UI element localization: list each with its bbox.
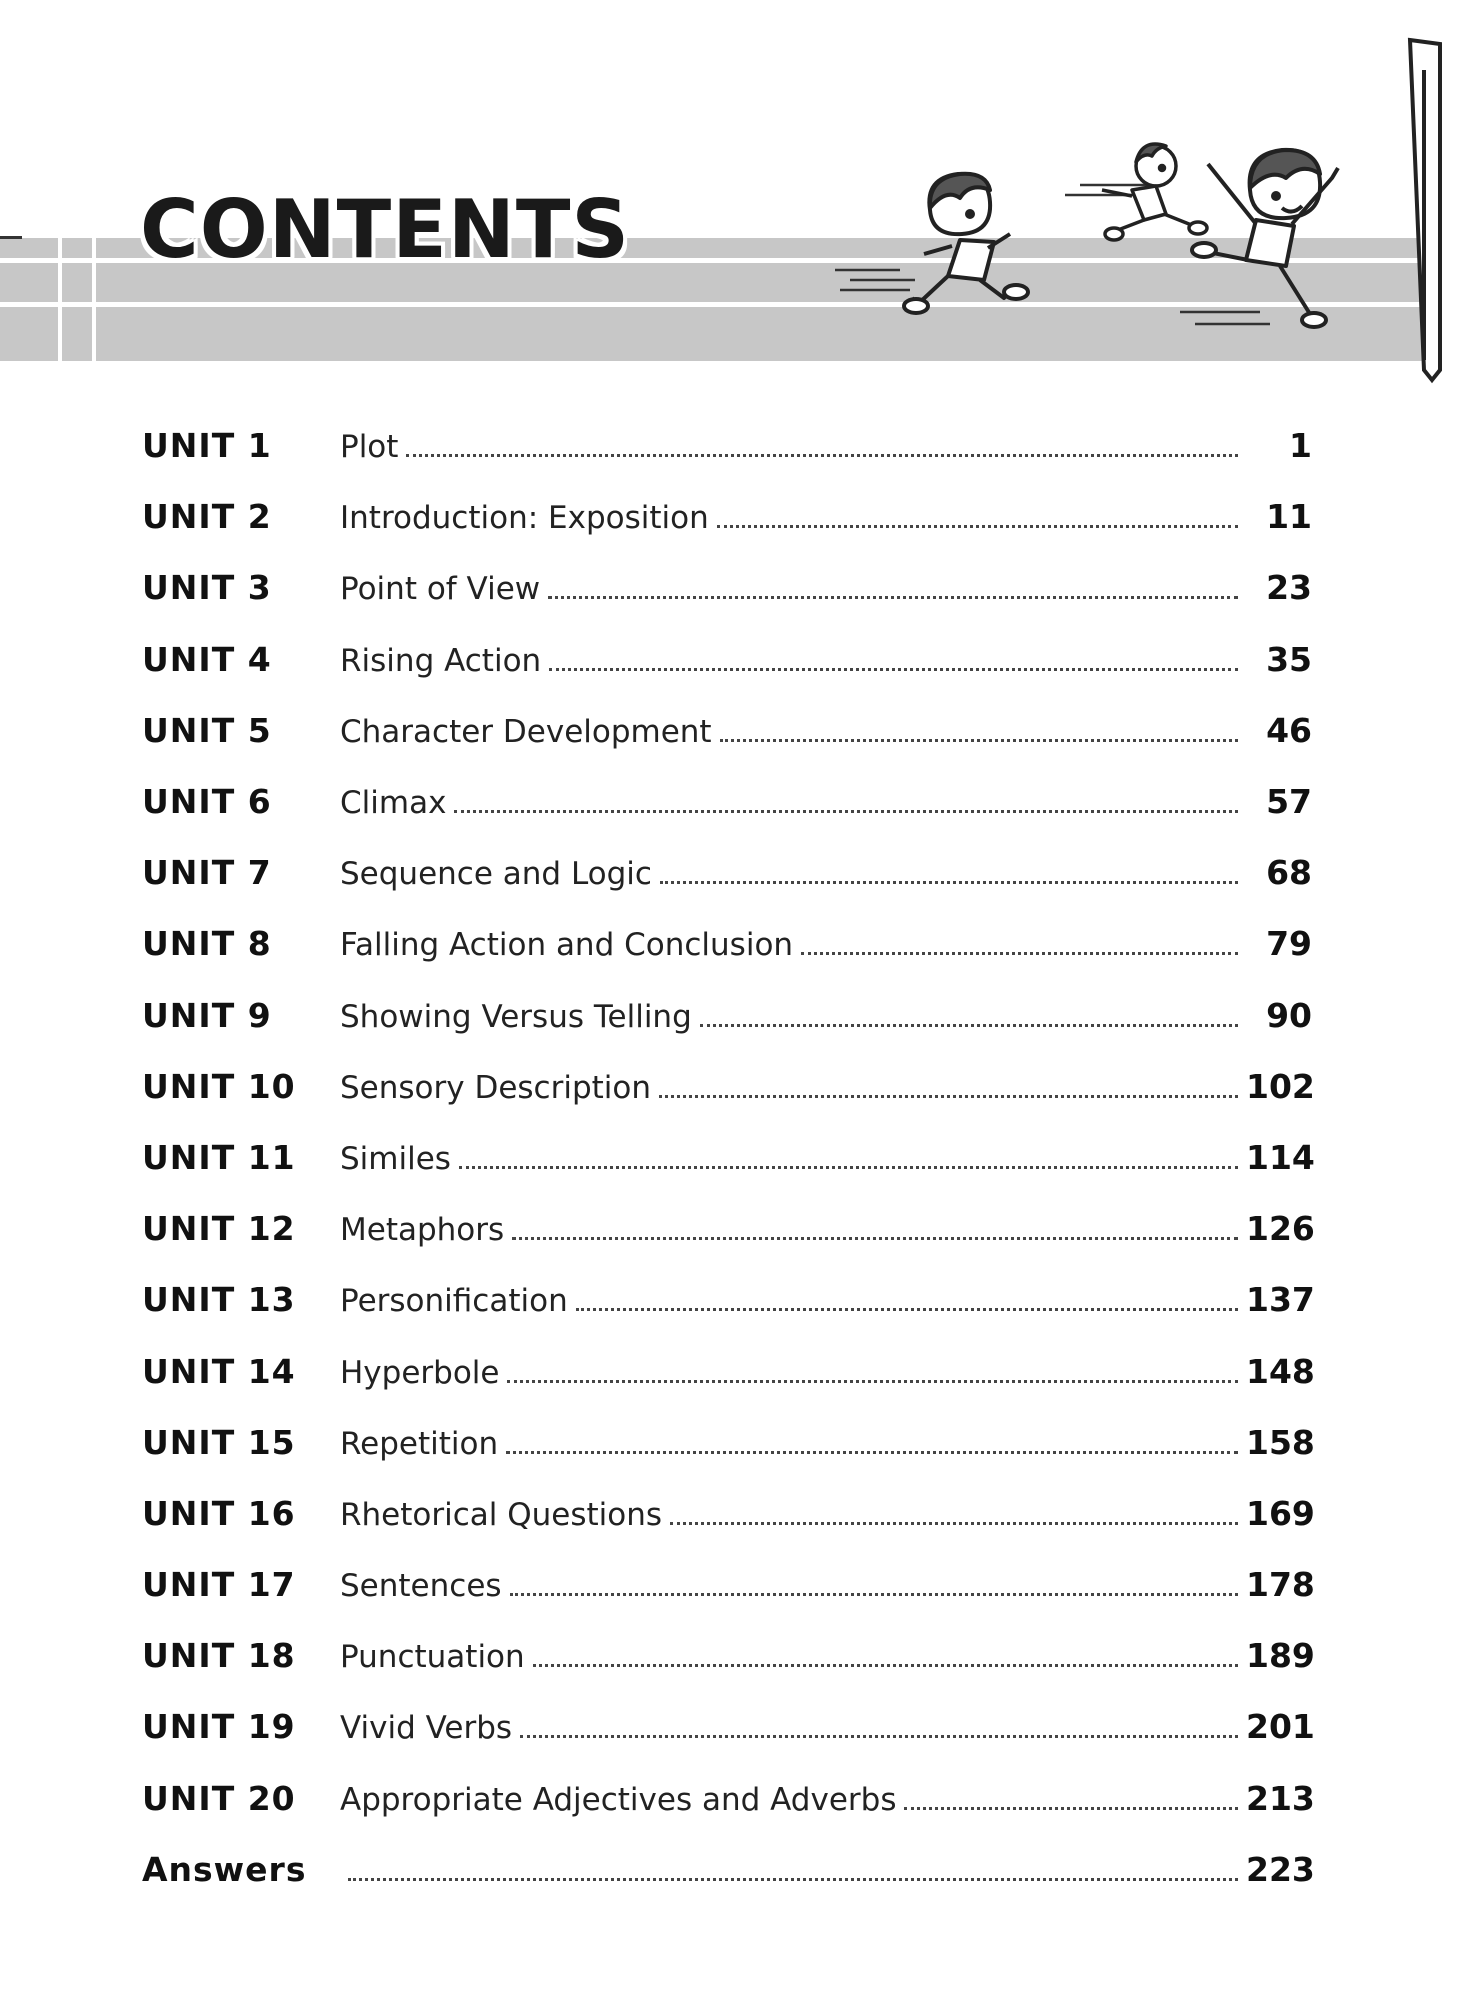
- toc-entry[interactable]: [142, 837, 1312, 908]
- dot-leader: [459, 1166, 1238, 1169]
- dot-leader: [506, 1451, 1238, 1454]
- dot-leader: [659, 1095, 1238, 1098]
- entry-line: [340, 924, 1312, 963]
- page-number: 137: [1246, 1280, 1315, 1320]
- dot-leader: [512, 1237, 1238, 1240]
- dot-leader: [549, 668, 1238, 671]
- entry-line: [340, 497, 1312, 536]
- running-child-icon: [904, 174, 1028, 313]
- entry-line: [340, 1209, 1315, 1249]
- page-number: 90: [1266, 995, 1312, 1035]
- entry-line: [340, 996, 1312, 1035]
- entry-line: [340, 1422, 1315, 1462]
- dot-leader: [454, 810, 1238, 813]
- entry-title: Vivid Verbs: [340, 1710, 513, 1747]
- entry-title: Climax: [340, 785, 447, 822]
- finish-post-icon: [1410, 40, 1440, 380]
- entry-line: [340, 568, 1312, 607]
- entry-title: Repetition: [340, 1425, 499, 1462]
- toc-entry[interactable]: [142, 481, 1312, 552]
- unit-label: UNIT 4: [142, 639, 272, 679]
- page-number: 189: [1246, 1636, 1315, 1676]
- unit-label: UNIT 3: [142, 568, 272, 608]
- page-number: 169: [1246, 1493, 1315, 1533]
- page-number: 57: [1266, 782, 1312, 822]
- page-number: 46: [1266, 710, 1312, 750]
- unit-label: UNIT 5: [142, 710, 272, 750]
- entry-line: [340, 853, 1312, 892]
- page-number: 178: [1246, 1565, 1315, 1605]
- entry-line: [340, 1636, 1315, 1676]
- edge-mark: [0, 236, 22, 239]
- unit-label: UNIT 17: [142, 1565, 296, 1605]
- running-children-illustration: [820, 30, 1460, 390]
- dot-leader: [548, 596, 1238, 599]
- entry-title: Sequence and Logic: [340, 856, 652, 893]
- unit-label: UNIT 13: [142, 1280, 296, 1320]
- page-number: 102: [1246, 1066, 1315, 1106]
- toc-entry[interactable]: [142, 1122, 1315, 1193]
- entry-title: Character Development: [340, 713, 712, 750]
- entry-line: [340, 1778, 1315, 1818]
- page-number: 201: [1246, 1707, 1315, 1747]
- entry-line: [340, 1351, 1315, 1391]
- dot-leader: [717, 525, 1238, 528]
- page-number: 148: [1246, 1351, 1315, 1391]
- toc-entry[interactable]: [142, 624, 1312, 695]
- dot-leader: [660, 881, 1238, 884]
- entry-title: Metaphors: [340, 1212, 505, 1249]
- toc-entry[interactable]: [142, 1763, 1315, 1834]
- unit-label: UNIT 18: [142, 1636, 296, 1676]
- entry-title: Falling Action and Conclusion: [340, 927, 794, 964]
- toc-entry[interactable]: [142, 552, 1312, 623]
- dot-leader: [348, 1878, 1238, 1881]
- unit-label: UNIT 14: [142, 1351, 296, 1391]
- toc-entry[interactable]: [142, 1691, 1315, 1762]
- toc-entry[interactable]: [142, 766, 1312, 837]
- toc-entry[interactable]: [142, 695, 1312, 766]
- page-number: 11: [1266, 497, 1312, 537]
- toc-entry[interactable]: [142, 1193, 1315, 1264]
- toc-entry[interactable]: [142, 1549, 1315, 1620]
- dot-leader: [533, 1664, 1238, 1667]
- band-divider: [58, 238, 62, 361]
- toc-entry[interactable]: [142, 1335, 1315, 1406]
- dot-leader: [576, 1308, 1238, 1311]
- toc-entry[interactable]: [142, 1834, 1315, 1905]
- page-number: 23: [1266, 568, 1312, 608]
- entry-title: Sentences: [340, 1568, 502, 1605]
- unit-label: Answers: [142, 1849, 307, 1889]
- entry-line: [340, 1280, 1315, 1320]
- table-of-contents: [142, 410, 1315, 1905]
- dot-leader: [507, 1380, 1238, 1383]
- entry-line: [340, 1565, 1315, 1605]
- unit-label: UNIT 6: [142, 782, 272, 822]
- unit-label: UNIT 9: [142, 995, 272, 1035]
- toc-entry[interactable]: [142, 1051, 1315, 1122]
- unit-label: UNIT 19: [142, 1707, 296, 1747]
- entry-title: Point of View: [340, 571, 541, 608]
- toc-entry[interactable]: [142, 908, 1312, 979]
- entry-line: [340, 1707, 1315, 1747]
- dot-leader: [406, 454, 1238, 457]
- toc-entry[interactable]: [142, 1620, 1315, 1691]
- entry-title: Similes: [340, 1140, 451, 1177]
- dot-leader: [700, 1024, 1238, 1027]
- entry-title: Personification: [340, 1283, 568, 1320]
- page-number: 126: [1246, 1209, 1315, 1249]
- entry-title: Punctuation: [340, 1639, 525, 1676]
- entry-line: [340, 782, 1312, 821]
- unit-label: UNIT 2: [142, 497, 272, 537]
- entry-title: Plot: [340, 429, 399, 466]
- unit-label: UNIT 1: [142, 426, 272, 466]
- page-number: 68: [1266, 853, 1312, 893]
- entry-title: Showing Versus Telling: [340, 998, 692, 1035]
- running-child-icon: [1102, 144, 1207, 240]
- unit-label: UNIT 12: [142, 1209, 296, 1249]
- dot-leader: [904, 1807, 1238, 1810]
- entry-line: [340, 1849, 1315, 1889]
- dot-leader: [520, 1735, 1238, 1738]
- unit-label: UNIT 8: [142, 924, 272, 964]
- entry-line: [340, 1137, 1315, 1177]
- unit-label: UNIT 7: [142, 853, 272, 893]
- unit-label: UNIT 20: [142, 1778, 296, 1818]
- page-number: 79: [1266, 924, 1312, 964]
- page-title: CONTENTS: [140, 183, 631, 276]
- entry-title: Hyperbole: [340, 1354, 500, 1391]
- unit-label: UNIT 16: [142, 1493, 296, 1533]
- toc-entry[interactable]: [142, 410, 1312, 481]
- page-number: 158: [1246, 1422, 1315, 1462]
- entry-line: [340, 1066, 1315, 1106]
- page-number: 35: [1266, 639, 1312, 679]
- toc-entry[interactable]: [142, 1264, 1315, 1335]
- jumping-child-icon: [1192, 150, 1338, 327]
- page-number: 1: [1289, 426, 1312, 466]
- toc-entry[interactable]: [142, 980, 1312, 1051]
- entry-title: Rising Action: [340, 642, 542, 679]
- entry-title: Rhetorical Questions: [340, 1496, 663, 1533]
- band-divider: [92, 238, 96, 361]
- entry-line: [340, 1493, 1315, 1533]
- dot-leader: [510, 1593, 1238, 1596]
- entry-line: [340, 426, 1312, 465]
- dot-leader: [720, 739, 1238, 742]
- unit-label: UNIT 10: [142, 1066, 296, 1106]
- entry-line: [340, 711, 1312, 750]
- entry-title: Introduction: Exposition: [340, 500, 709, 537]
- page-number: 223: [1246, 1849, 1315, 1889]
- toc-entry[interactable]: [142, 1407, 1315, 1478]
- toc-entry[interactable]: [142, 1478, 1315, 1549]
- entry-title: Appropriate Adjectives and Adverbs: [340, 1781, 897, 1818]
- entry-title: Sensory Description: [340, 1069, 652, 1106]
- unit-label: UNIT 11: [142, 1137, 296, 1177]
- dot-leader: [670, 1522, 1238, 1525]
- page-number: 114: [1246, 1137, 1315, 1177]
- dot-leader: [801, 952, 1238, 955]
- entry-line: [340, 640, 1312, 679]
- page-number: 213: [1246, 1778, 1315, 1818]
- unit-label: UNIT 15: [142, 1422, 296, 1462]
